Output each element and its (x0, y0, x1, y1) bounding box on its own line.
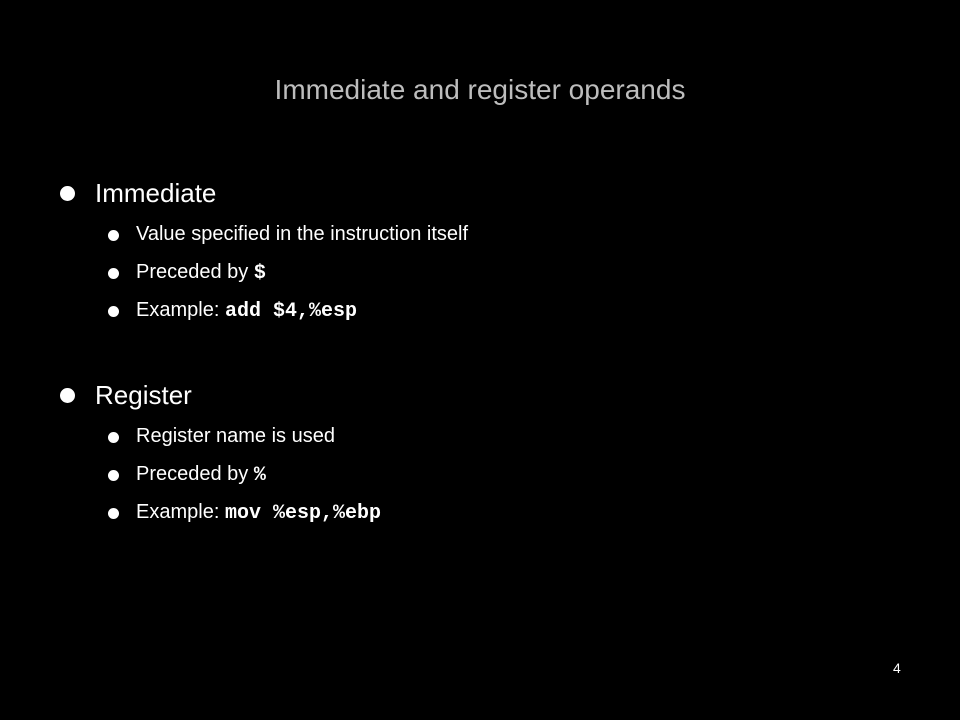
bullet-dot-icon (108, 230, 119, 241)
sub-bullet-item (108, 418, 920, 456)
sub-bullet-item (108, 216, 920, 254)
sub-bullet-code: add $4,%esp (224, 300, 357, 323)
sub-bullet-label: Preceded by (136, 463, 254, 485)
bullet-dot-icon (60, 388, 75, 403)
sub-bullet-label: Value specified in the instruction itself (136, 223, 469, 245)
bullet-dot-icon (108, 268, 119, 279)
section-register (60, 374, 920, 532)
sub-bullet-text (136, 493, 381, 533)
sub-bullet-label: Example: (136, 501, 225, 523)
sub-bullet-text (136, 417, 335, 457)
bullet-heading: Immediate (95, 178, 217, 208)
sub-bullet-item (108, 494, 920, 532)
bullet-dot-icon (108, 508, 119, 519)
bullet-heading: Register (95, 380, 192, 410)
sub-bullet-code: $ (253, 262, 266, 285)
bullet-dot-icon (108, 306, 119, 317)
slide-title: Immediate and register operands (274, 74, 686, 105)
sub-bullet-text (136, 253, 266, 293)
sub-bullet-text (136, 215, 468, 255)
sub-bullet-label: Preceded by (136, 261, 254, 283)
sub-bullet-code: mov %esp,%ebp (224, 502, 381, 525)
bullet-dot-icon (108, 432, 119, 443)
page-number: 4 (893, 660, 901, 676)
sub-bullet-label: Register name is used (136, 425, 335, 447)
bullet-dot-icon (108, 470, 119, 481)
sub-bullet-label: Example: (136, 299, 225, 321)
sub-bullet-code: % (253, 464, 266, 487)
section-immediate (60, 172, 920, 330)
sub-bullet-text (136, 291, 357, 331)
bullet-item-register (60, 374, 920, 416)
sub-bullet-item (108, 292, 920, 330)
bullet-item-immediate (60, 172, 920, 214)
sub-bullet-item (108, 456, 920, 494)
sub-bullet-text (136, 455, 266, 495)
sub-bullet-item (108, 254, 920, 292)
bullet-dot-icon (60, 186, 75, 201)
